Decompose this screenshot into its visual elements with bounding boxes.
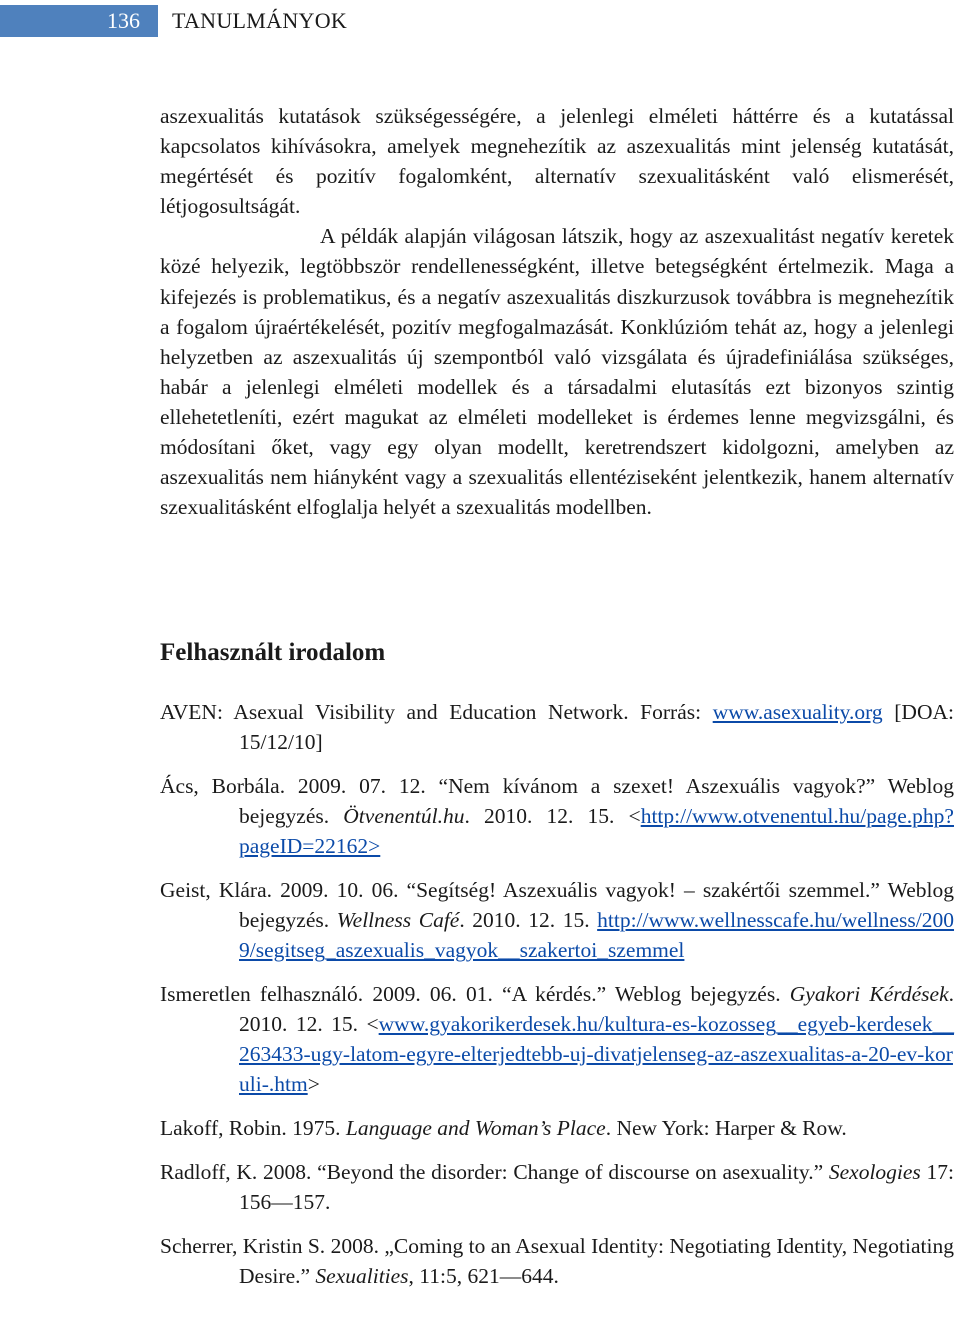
reference-text: Geist, Klára. 2009. 10. 06. “Segítség! Aszexuális vagyok! – szakértői szemmel.” Weblog bejegyzés. (160, 878, 954, 932)
reference-list (160, 697, 954, 1305)
reference-text: > (307, 1072, 320, 1096)
reference-source: Ötvenentúl.hu (343, 804, 465, 828)
reference-text: AVEN: Asexual Visibility and Education Network. Forrás: (160, 700, 713, 724)
reference-text: Lakoff, Robin. 1975. (160, 1116, 346, 1140)
reference-source: Language and Woman’s Place (345, 1116, 606, 1140)
reference-text: Radloff, K. 2008. “Beyond the disorder: Change of discourse on asexuality.” (160, 1160, 829, 1184)
reference-text: [DOA: 15/12/10] (239, 700, 954, 754)
reference-text: . 2010. 12. 15. (459, 908, 598, 932)
reference-acs (160, 771, 954, 861)
reference-text: Scherrer, Kristin S. 2008. „Coming to an Asexual Identity: Negotiating Identity, Negotiating Desire.” (160, 1234, 954, 1288)
reference-text: . New York: Harper & Row. (605, 1116, 847, 1140)
reference-source: Sexualities (315, 1264, 409, 1288)
section-title: TANULMÁNYOK (172, 8, 348, 33)
reference-radloff (160, 1157, 954, 1217)
reference-link[interactable]: www.asexuality.org (712, 700, 883, 724)
reference-text: Ács, Borbála. 2009. 07. 12. “Nem kívánom a szexet! Aszexuális vagyok?” Weblog bejegyzés. (160, 774, 954, 828)
reference-text: . 2010. 12. 15. < (464, 804, 641, 828)
paragraph-1: aszexualitás kutatások szükségességére, a jelenlegi elméleti háttérre és a kutatással kapcsolatos kihívásokra, amelyek megnehezítik az aszexualitás mint jelenség kutatását, megértését és pozitív fogalomként, alternatív szexualitásként való elismerését, létjogosultságát. (160, 104, 954, 219)
reference-ismeretlen (160, 979, 954, 1099)
paragraph-2: A példák alapján világosan látszik, hogy az aszexualitást negatív keretek közé helyezik, legtöbbször rendellenességként, illetve betegségként értelmezik. Maga a kifejezés is problematikus, és a negatív aszexualitás diszkurzusok továbbra is megnehezítik a fogalom újraértékelését, pozitív megfogalmazását. Konklúzióm tehát az, hogy a jelenlegi helyzetben az aszexualitás új szempontból való vizsgálata és újradefiniálása szükséges, habár a jelenlegi elméleti modellek és a társadalmi elutasítás ezt bizonyos szintig ellehetetleníti, ezért magukat az elméleti modelleket is érdemes lenne megvizsgálni, és módosítani őket, vagy egy olyan modellt, keretrendszert kidolgozni, amelyben az aszexualitás nem hiányként vagy a szexualitás ellentéziseként jelentkezik, hanem alternatív szexualitásként elfoglalja helyét a szexualitás modellben. (160, 224, 954, 520)
reference-link[interactable]: http://www.wellnesscafe.hu/wellness/2009/segitseg_aszexualis_vagyok__szakertoi_szemmel (239, 908, 955, 962)
reference-scherrer (160, 1231, 954, 1291)
running-header (0, 5, 960, 37)
references-heading: Felhasznált irodalom (160, 639, 386, 666)
reference-source: Sexologies (828, 1160, 921, 1184)
reference-lakoff (160, 1113, 954, 1143)
reference-source: Gyakori Kérdések (789, 982, 949, 1006)
reference-text: 17: 156—157. (239, 1160, 954, 1214)
reference-aven (160, 697, 954, 757)
reference-geist (160, 875, 954, 965)
reference-text: . 2010. 12. 15. < (239, 982, 954, 1036)
reference-link[interactable]: http://www.otvenentul.hu/page.php?pageID=22162> (239, 804, 954, 858)
page-number: 136 (0, 5, 158, 37)
reference-text: , 11:5, 621—644. (408, 1264, 559, 1288)
reference-link[interactable]: www.gyakorikerdesek.hu/kultura-es-kozosseg__egyeb-kerdesek__263433-ugy-latom-egyre-elterjedtebb-uj-divatjelenseg-az-aszexualitas-a-20-ev-koruli-.htm (239, 1012, 954, 1096)
body-text (160, 101, 954, 522)
reference-text: Ismeretlen felhasználó. 2009. 06. 01. “A kérdés.” Weblog bejegyzés. (160, 982, 790, 1006)
reference-source: Wellness Café (336, 908, 460, 932)
